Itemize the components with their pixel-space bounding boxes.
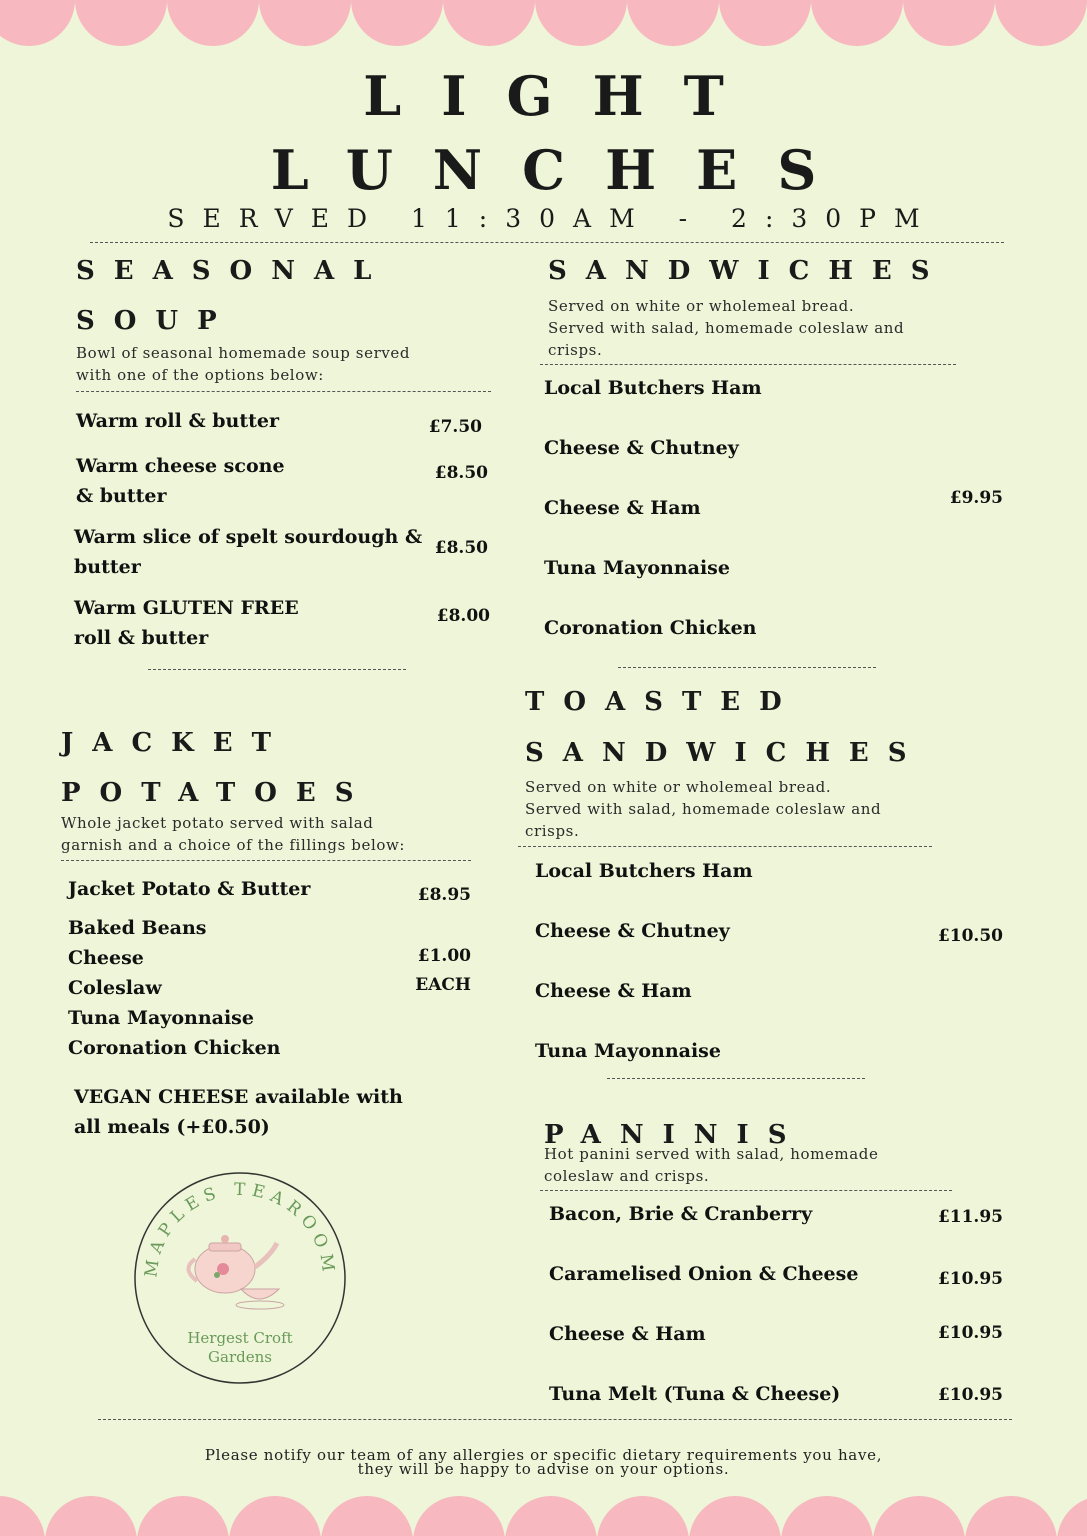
jacket-fillings-price: £1.00 — [417, 946, 471, 966]
jacket-filling: Tuna Mayonnaise — [68, 1007, 254, 1029]
allergy-note-2: they will be happy to advise on your options. — [357, 1460, 730, 1478]
soup-heading-1: SEASONAL — [76, 256, 391, 286]
tearoom-logo — [133, 1171, 347, 1385]
vegan-note-1: VEGAN CHEESE available with — [74, 1086, 403, 1108]
divider — [98, 1419, 1012, 1420]
sandwich-item: Tuna Mayonnaise — [544, 557, 730, 579]
sandwiches-heading: SANDWICHES — [548, 256, 949, 286]
divider — [76, 391, 491, 392]
toasted-heading-2: SANDWICHES — [525, 738, 926, 768]
soup-item-1: Warm roll & butter — [76, 410, 279, 432]
divider — [540, 364, 956, 365]
sandwich-item: Cheese & Chutney — [544, 437, 739, 459]
soup-item-2: Warm cheese scone — [76, 455, 285, 477]
soup-item-3: Warm slice of spelt sourdough & — [74, 526, 423, 548]
sandwiches-desc-3: crisps. — [548, 341, 603, 359]
panini-price: £11.95 — [937, 1207, 1003, 1227]
jacket-filling: Coronation Chicken — [68, 1037, 281, 1059]
panini-item: Bacon, Brie & Cranberry — [549, 1203, 813, 1225]
jacket-filling: Cheese — [68, 947, 144, 969]
jacket-filling: Baked Beans — [68, 917, 207, 939]
title-line-2: LUNCHES — [270, 138, 857, 202]
jacket-heading-2: POTATOES — [61, 778, 373, 808]
toasted-desc-1: Served on white or wholemeal bread. — [525, 778, 832, 796]
paninis-desc-1: Hot panini served with salad, homemade — [544, 1145, 879, 1163]
panini-price: £10.95 — [937, 1323, 1003, 1343]
divider — [148, 669, 406, 670]
divider — [618, 667, 876, 668]
toasted-desc-2: Served with salad, homemade coleslaw and — [525, 800, 882, 818]
jacket-filling: Coleslaw — [68, 977, 162, 999]
sandwich-item: Coronation Chicken — [544, 617, 757, 639]
logo-line-1: Hergest Croft — [187, 1329, 293, 1347]
toasted-desc-3: crisps. — [525, 822, 580, 840]
jacket-main-item: Jacket Potato & Butter — [68, 878, 311, 900]
soup-desc-2: with one of the options below: — [76, 366, 324, 384]
toasted-item: Tuna Mayonnaise — [535, 1040, 721, 1062]
toasted-item: Cheese & Chutney — [535, 920, 730, 942]
sandwiches-price: £9.95 — [949, 488, 1003, 508]
toasted-heading-1: TOASTED — [525, 687, 801, 717]
soup-price-3: £8.50 — [434, 538, 488, 558]
divider — [90, 242, 1004, 243]
divider — [540, 1190, 952, 1191]
teacup-icon — [236, 1289, 284, 1309]
soup-item-2-line-2: & butter — [76, 485, 167, 507]
soup-desc-1: Bowl of seasonal homemade soup served — [76, 344, 411, 362]
sandwich-item: Local Butchers Ham — [544, 377, 762, 399]
top-scallop-border — [0, 0, 1087, 50]
soup-price-4: £8.00 — [436, 606, 490, 626]
toasted-price: £10.50 — [937, 926, 1003, 946]
panini-item: Caramelised Onion & Cheese — [549, 1263, 859, 1285]
divider — [518, 846, 932, 847]
bottom-scallop-border — [0, 1496, 1087, 1536]
toasted-item: Local Butchers Ham — [535, 860, 753, 882]
vegan-note-2: all meals (+£0.50) — [74, 1116, 270, 1138]
toasted-item: Cheese & Ham — [535, 980, 692, 1002]
soup-item-4-line-2: roll & butter — [74, 627, 209, 649]
jacket-desc-1: Whole jacket potato served with salad — [61, 814, 374, 832]
allergy-note-1: Please notify our team of any allergies or specific dietary requirements you have, — [204, 1446, 883, 1464]
sandwiches-desc-1: Served on white or wholemeal bread. — [548, 297, 855, 315]
paninis-desc-2: coleslaw and crisps. — [544, 1167, 710, 1185]
panini-price: £10.95 — [937, 1269, 1003, 1289]
jacket-heading-1: JACKET — [61, 728, 290, 758]
panini-price: £10.95 — [937, 1385, 1003, 1405]
paninis-heading: PANINIS — [544, 1120, 806, 1150]
logo-line-2: Gardens — [208, 1348, 272, 1366]
jacket-desc-2: garnish and a choice of the fillings below: — [61, 836, 406, 854]
soup-item-4: Warm GLUTEN FREE — [74, 597, 299, 619]
soup-price-1: £7.50 — [428, 417, 482, 437]
served-times: SERVED 11:30AM - 2:30PM — [167, 204, 938, 233]
divider — [607, 1078, 865, 1079]
sandwiches-desc-2: Served with salad, homemade coleslaw and — [548, 319, 905, 337]
soup-item-3-line-2: butter — [74, 556, 141, 578]
panini-item: Tuna Melt (Tuna & Cheese) — [549, 1383, 841, 1405]
panini-item: Cheese & Ham — [549, 1323, 706, 1345]
title-line-1: LIGHT — [363, 64, 764, 128]
divider — [61, 860, 471, 861]
teapot-icon — [188, 1235, 277, 1293]
jacket-main-price: £8.95 — [417, 885, 471, 905]
sandwich-item: Cheese & Ham — [544, 497, 701, 519]
soup-heading-2: SOUP — [76, 306, 236, 336]
jacket-fillings-price-note: EACH — [415, 975, 471, 995]
soup-price-2: £8.50 — [434, 463, 488, 483]
logo-arc-text: MAPLES TEAROOM — [141, 1179, 339, 1279]
